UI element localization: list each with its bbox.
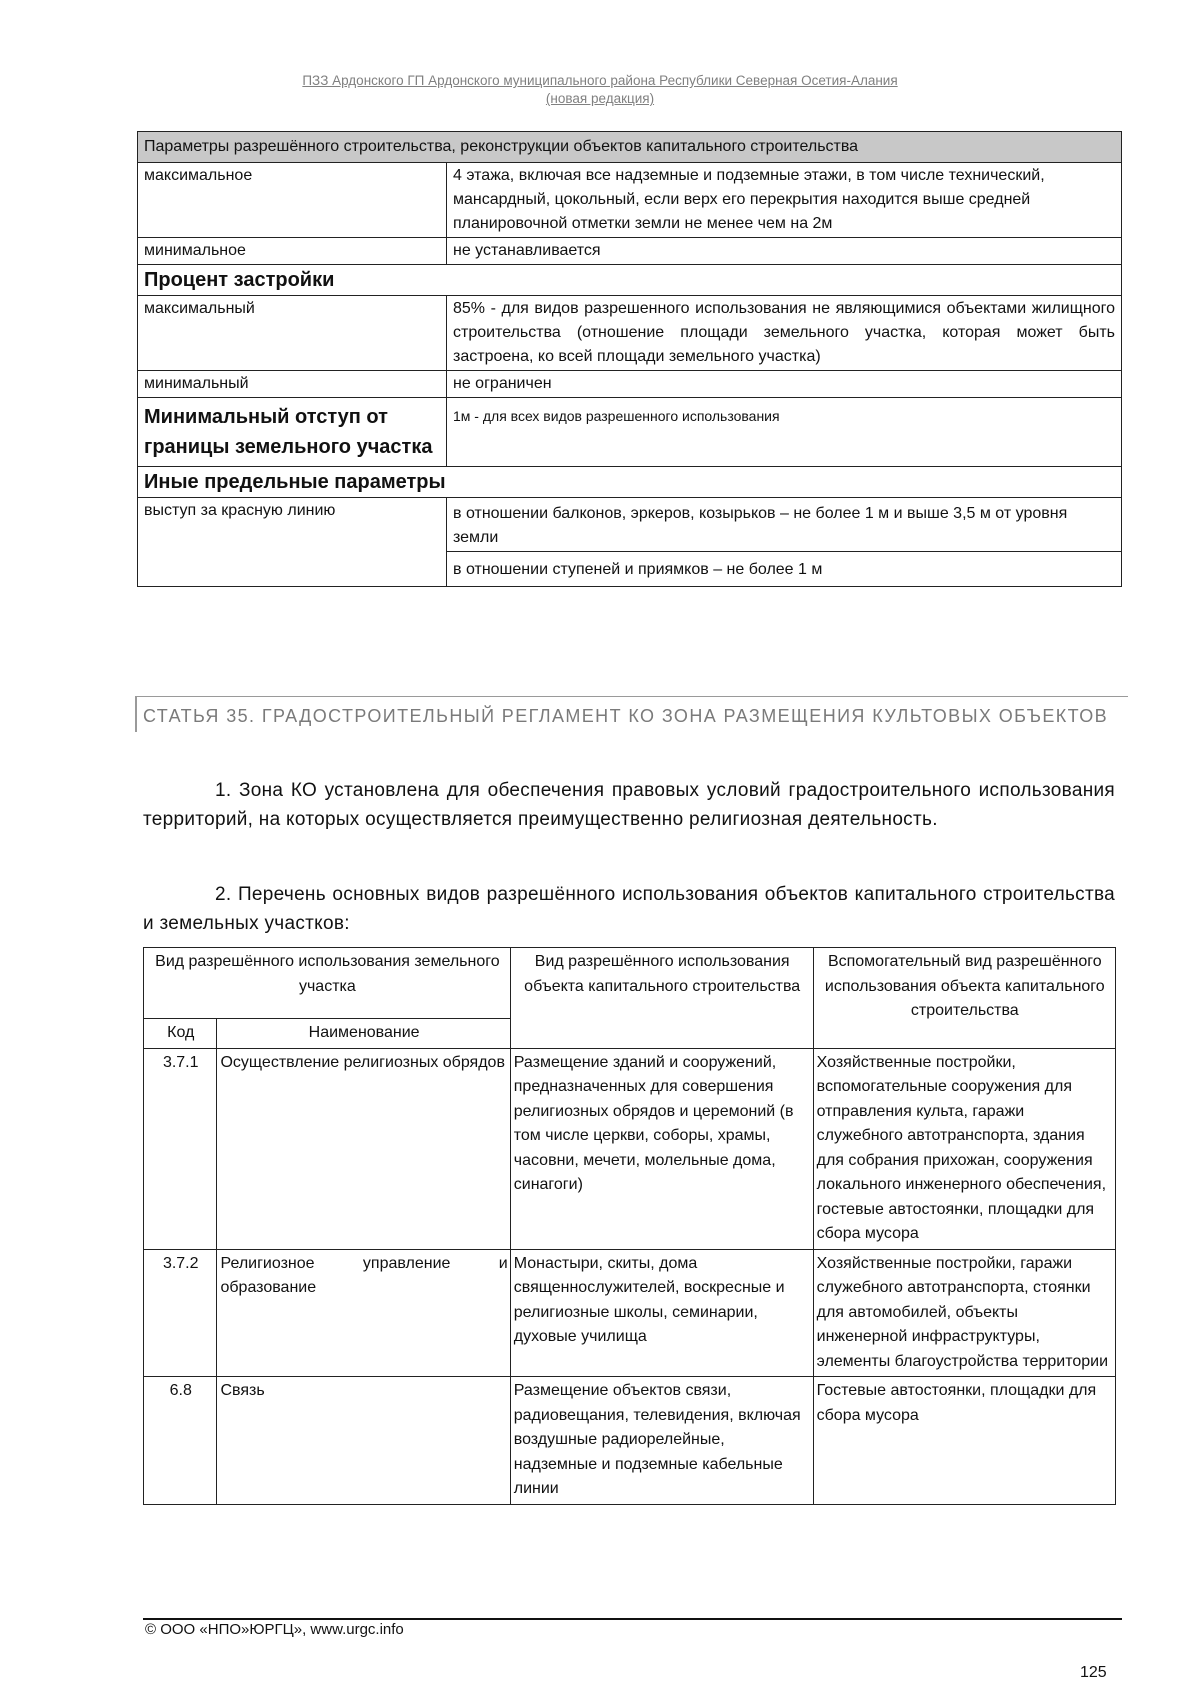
page-header: [0, 72, 1200, 108]
header-line-1: ПЗЗ Ардонского ГП Ардонского муниципального района Республики Северная Осетия-Алания: [302, 73, 898, 88]
floors-max-value: 4 этажа, включая все надземные и подземные этажи, в том числе технический, мансардный, цокольный, если верх его перекрытия находится выше средней планировочной отметки земли не менее чем на 2м: [447, 163, 1122, 238]
header-name: Наименование: [217, 1019, 510, 1049]
redline-value-1: в отношении балконов, эркеров, козырьков – не более 1 м и выше 3,5 м от уровня земли: [447, 498, 1122, 552]
paragraph-2: 2. Перечень основных видов разрешённого использования объектов капитального строительства и земельных участков:: [143, 884, 1115, 934]
header-land-use: Вид разрешённого использования земельного участка: [144, 948, 511, 1019]
table-row: [144, 1048, 1116, 1249]
row-code: 6.8: [144, 1377, 217, 1505]
coverage-min-label: минимальный: [138, 371, 447, 398]
page-number: 125: [1080, 1664, 1107, 1681]
setback-row: [138, 398, 1122, 467]
parameters-table-header-row: [138, 132, 1122, 163]
permitted-use-table: [143, 947, 1116, 1505]
header-object-use: Вид разрешённого использования объекта капитального строительства: [510, 948, 813, 1049]
table-row: [144, 1377, 1116, 1505]
coverage-max-row: [138, 296, 1122, 371]
header-auxiliary-use: Вспомогательный вид разрешённого использования объекта капитального строительства: [813, 948, 1115, 1049]
floors-max-row: [138, 163, 1122, 238]
parameters-table-title: Параметры разрешённого строительства, реконструкции объектов капитального строительства: [138, 132, 1122, 163]
row-object-use: Размещение зданий и сооружений, предназначенных для совершения религиозных обрядов и церемоний (в том числе церкви, соборы, храмы, часовни, мечети, молельные дома, синагоги): [510, 1048, 813, 1249]
parameters-table: [137, 131, 1122, 587]
footer-copyright: © ООО «НПО»ЮРГЦ», www.urgc.info: [145, 1621, 404, 1638]
coverage-min-row: [138, 371, 1122, 398]
floors-min-value: не устанавливается: [447, 238, 1122, 265]
use-table-header-row-1: [144, 948, 1116, 1019]
floors-max-label: максимальное: [138, 163, 447, 238]
other-heading-row: [138, 467, 1122, 498]
header-code: Код: [144, 1019, 217, 1049]
row-name: Религиозное управление и образование: [217, 1249, 510, 1377]
row-auxiliary-use: Хозяйственные постройки, гаражи служебного автотранспорта, стоянки для автомобилей, объекты инженерной инфраструктуры, элементы благоустройства территории: [813, 1249, 1115, 1377]
setback-value: 1м - для всех видов разрешенного использования: [447, 398, 1122, 467]
row-object-use: Монастыри, скиты, дома священнослужителей, воскресные и религиозные школы, семинарии, духовые училища: [510, 1249, 813, 1377]
floors-min-label: минимальное: [138, 238, 447, 265]
redline-value-2: в отношении ступеней и приямков – не более 1 м: [447, 552, 1122, 587]
row-code: 3.7.1: [144, 1048, 217, 1249]
row-name: Связь: [217, 1377, 510, 1505]
floors-min-row: [138, 238, 1122, 265]
coverage-min-value: не ограничен: [447, 371, 1122, 398]
row-code: 3.7.2: [144, 1249, 217, 1377]
header-line-2: (новая редакция): [545, 91, 655, 106]
redline-row-1: [138, 498, 1122, 552]
article-heading: СТАТЬЯ 35. ГРАДОСТРОИТЕЛЬНЫЙ РЕГЛАМЕНТ КО ЗОНА РАЗМЕЩЕНИЯ КУЛЬТОВЫХ ОБЪЕКТОВ: [135, 696, 1128, 732]
paragraph-1: 1. Зона КО установлена для обеспечения правовых условий градостроительного использования территорий, на которых осуществляется преимущественно религиозная деятельность.: [143, 780, 1115, 830]
coverage-heading: Процент застройки: [138, 265, 1122, 296]
coverage-heading-row: [138, 265, 1122, 296]
table-row: [144, 1249, 1116, 1377]
other-params-heading: Иные предельные параметры: [138, 467, 1122, 498]
row-auxiliary-use: Хозяйственные постройки, вспомогательные сооружения для отправления культа, гаражи служебного автотранспорта, здания для собрания прихожан, сооружения локального инженерного обеспечения, гостевые автостоянки, площадки для сбора мусора: [813, 1048, 1115, 1249]
setback-heading: Минимальный отступ от границы земельного участка: [138, 398, 447, 467]
coverage-max-value: 85% - для видов разрешенного использования не являющимися объектами жилищного строительства (отношение площади земельного участка, которая может быть застроена, ко всей площади земельного участка): [447, 296, 1122, 371]
row-auxiliary-use: Гостевые автостоянки, площадки для сбора мусора: [813, 1377, 1115, 1505]
footer-divider: [143, 1618, 1122, 1620]
redline-label: выступ за красную линию: [138, 498, 447, 587]
row-name: Осуществление религиозных обрядов: [217, 1048, 510, 1249]
row-object-use: Размещение объектов связи, радиовещания, телевидения, включая воздушные радиорелейные, надземные и подземные кабельные линии: [510, 1377, 813, 1505]
coverage-max-label: максимальный: [138, 296, 447, 371]
